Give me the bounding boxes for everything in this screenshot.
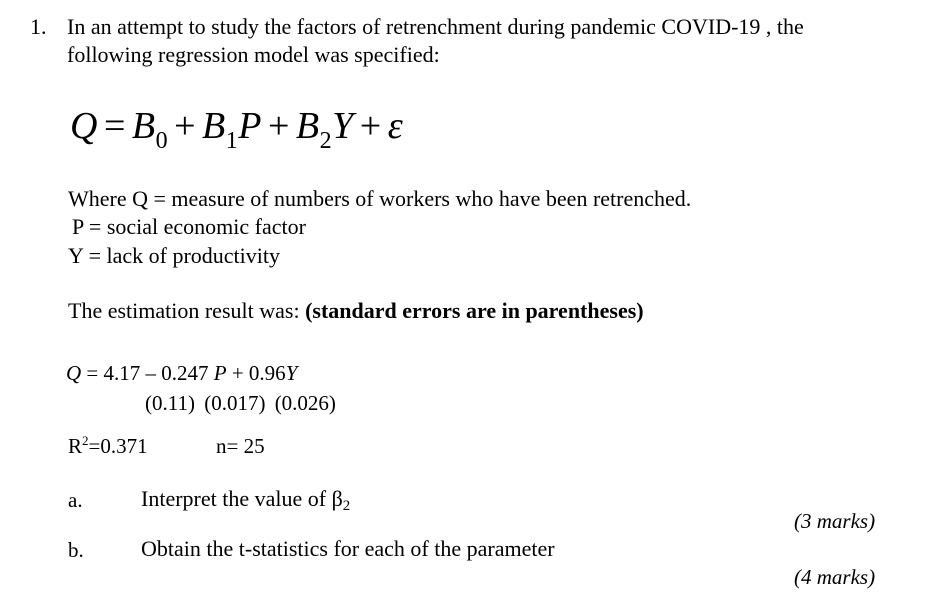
sample-size: n= 25 (216, 434, 265, 458)
model-b1-sub: 1 (225, 128, 239, 154)
question-intro-line-2: following regression model was specified: (67, 42, 440, 67)
estimated-p: P (213, 361, 227, 385)
part-a-text-main: Interpret the value of β (141, 486, 343, 511)
question-number: 1. (30, 14, 47, 39)
part-b-marks: (4 marks) (794, 565, 876, 589)
model-error-term: ε (387, 105, 404, 147)
estimated-q: Q (66, 361, 82, 385)
estimated-y: Y (285, 361, 298, 385)
model-b2-sub: 2 (319, 128, 333, 154)
definition-p: P = social economic factor (72, 214, 306, 239)
part-b-label: b. (68, 538, 84, 562)
model-var-y: Y (332, 105, 354, 147)
model-b2: B (295, 105, 320, 147)
r2-value: =0.371 (88, 434, 148, 458)
regression-model-equation (70, 104, 404, 154)
definition-q: Where Q = measure of numbers of workers who have been retrenched. (68, 186, 692, 211)
estimated-rhs-b: + 0.96 (226, 361, 286, 385)
standard-errors: (0.11) (0.017) (0.026) (145, 391, 336, 415)
model-plus-3: + (359, 105, 382, 147)
question-intro-line-1: In an attempt to study the factors of retrenchment during pandemic COVID-19 , the (67, 14, 804, 39)
definition-y: Y = lack of productivity (68, 243, 280, 268)
part-a-beta-sub: 2 (342, 498, 351, 514)
estimation-intro-text: The estimation result was: (68, 298, 306, 323)
model-lhs: Q (70, 105, 98, 147)
estimated-equation (66, 361, 297, 386)
model-plus-2: + (267, 105, 290, 147)
r2-sup: 2 (82, 433, 89, 448)
model-b0-sub: 0 (155, 128, 169, 154)
part-a-marks: (3 marks) (794, 509, 876, 533)
estimation-intro-bold: (standard errors are in parentheses) (305, 298, 644, 323)
part-a-text (141, 486, 350, 515)
estimation-intro (68, 298, 644, 324)
model-b1: B (202, 105, 226, 147)
part-b-text: Obtain the t-statistics for each of the parameter (141, 536, 555, 561)
r2-label: R (68, 434, 83, 458)
model-plus-1: + (174, 105, 197, 147)
model-b0: B (131, 105, 156, 147)
estimated-rhs-a: = 4.17 – 0.247 (81, 361, 214, 385)
r-squared (68, 434, 148, 459)
part-a-label: a. (68, 488, 83, 512)
model-var-p: P (238, 105, 262, 147)
model-equals: = (103, 105, 126, 147)
